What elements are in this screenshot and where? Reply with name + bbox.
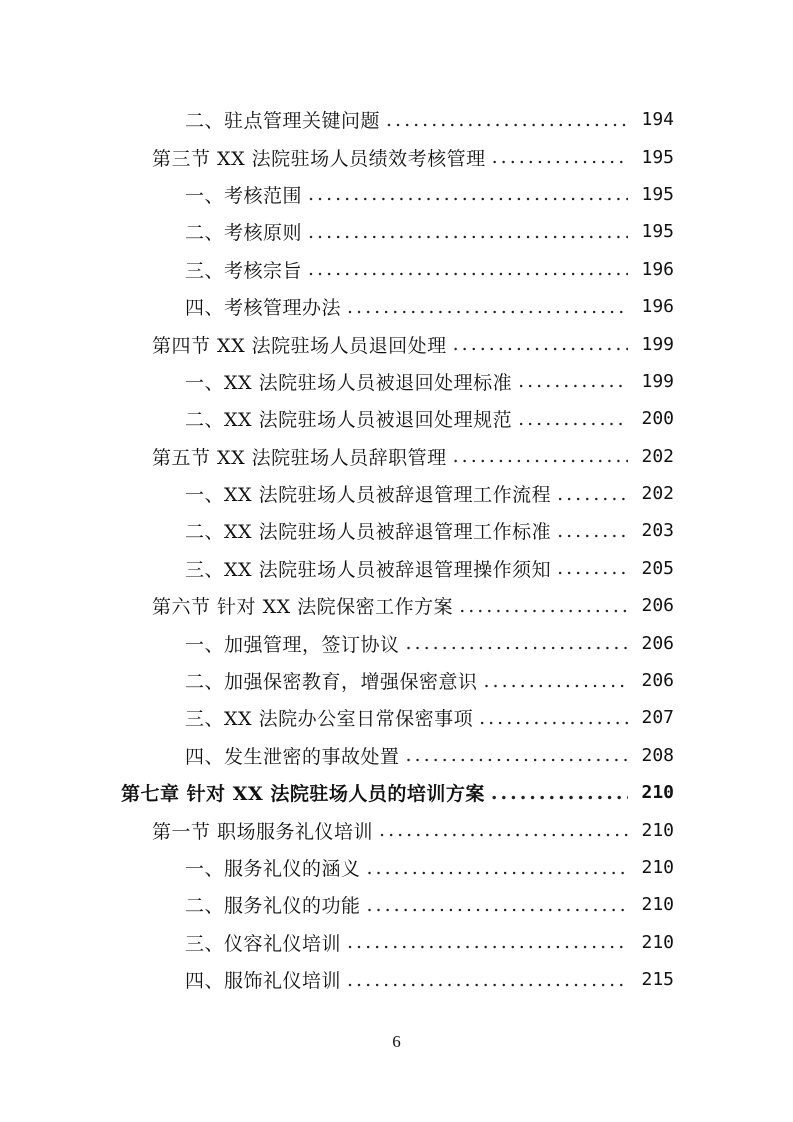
toc-dot-leader (386, 109, 628, 131)
toc-entry-title: 二、XX 法院驻场人员被退回处理规范 (185, 409, 513, 432)
toc-dot-leader (557, 557, 628, 579)
toc-dot-leader (492, 146, 628, 168)
toc-entry-page: 208 (641, 744, 674, 766)
toc-entry-title: 二、加强保密教育，增强保密意识 (185, 671, 478, 694)
toc-entry[interactable] (0, 213, 793, 250)
toc-dot-leader (479, 707, 628, 729)
toc-entry[interactable] (0, 662, 793, 699)
toc-entry-title: 一、考核范围 (185, 184, 303, 207)
toc-entry-title: 三、考核宗旨 (185, 259, 303, 282)
toc-entry-title: 一、XX 法院驻场人员被辞退管理工作流程 (185, 484, 552, 507)
toc-entry-page: 205 (641, 557, 674, 579)
toc-dot-leader (557, 520, 628, 542)
toc-entry-page: 215 (641, 969, 674, 991)
toc-entry[interactable] (0, 101, 793, 138)
toc-entry[interactable] (0, 550, 793, 587)
toc-entry-page: 195 (641, 146, 674, 168)
toc-dot-leader (518, 370, 628, 392)
toc-entry-page: 210 (641, 782, 674, 804)
toc-entry[interactable] (0, 325, 793, 362)
toc-entry-page: 203 (641, 520, 674, 542)
toc-dot-leader (367, 857, 628, 879)
toc-entry-title: 一、服务礼仪的涵义 (185, 858, 361, 880)
toc-dot-leader (308, 221, 628, 243)
toc-entry-title: 三、XX 法院办公室日常保密事项 (185, 708, 474, 731)
toc-entry-title: 二、驻点管理关键问题 (185, 110, 381, 133)
toc-entry-title: 二、XX 法院驻场人员被辞退管理工作标准 (185, 521, 552, 544)
toc-dot-leader (484, 670, 628, 692)
toc-dot-leader (557, 483, 628, 505)
toc-entry[interactable] (0, 849, 793, 886)
toc-dot-leader (347, 296, 628, 318)
toc-dot-leader (491, 782, 628, 804)
toc-entry-page: 200 (641, 408, 674, 430)
toc-dot-leader (453, 333, 628, 355)
toc-entry-page: 210 (641, 857, 674, 878)
toc-entry[interactable] (0, 961, 793, 998)
toc-entry[interactable] (0, 288, 793, 325)
toc-entry[interactable] (0, 176, 793, 213)
page-number: 6 (392, 1032, 401, 1051)
toc-dot-leader (453, 445, 628, 467)
toc-entry[interactable] (0, 811, 793, 848)
toc-entry-page: 210 (641, 931, 674, 953)
toc-entry-page: 196 (641, 296, 674, 318)
toc-entry-title: 三、仪容礼仪培训 (185, 932, 342, 955)
toc-dot-leader (347, 969, 628, 991)
toc-entry-page: 206 (641, 632, 674, 654)
toc-chapter-entry[interactable] (0, 774, 793, 811)
toc-entry[interactable] (0, 363, 793, 400)
toc-entry-title: 第五节 XX 法院驻场人员辞职管理 (152, 446, 447, 469)
toc-entry-page: 195 (641, 221, 674, 243)
toc-entry-title: 一、XX 法院驻场人员被退回处理标准 (185, 371, 513, 394)
toc-entry-title: 第三节 XX 法院驻场人员绩效考核管理 (152, 147, 486, 170)
toc-dot-leader (367, 894, 628, 916)
toc-entry-title: 第七章 针对 XX 法院驻场人员的培训方案 (121, 783, 485, 806)
toc-entry[interactable] (0, 438, 793, 475)
toc-entry-title: 二、考核原则 (185, 222, 303, 245)
toc-entry-page: 202 (641, 445, 674, 467)
toc-entry[interactable] (0, 587, 793, 624)
toc-entry-page: 206 (641, 670, 674, 692)
toc-dot-leader (518, 408, 628, 430)
toc-entry[interactable] (0, 924, 793, 961)
toc-entry[interactable] (0, 400, 793, 437)
table-of-contents (0, 101, 793, 998)
toc-entry[interactable] (0, 512, 793, 549)
toc-entry[interactable] (0, 886, 793, 923)
toc-dot-leader (459, 595, 628, 617)
toc-entry-title: 四、服饰礼仪培训 (185, 970, 342, 993)
toc-entry-page: 210 (641, 894, 674, 916)
toc-entry[interactable] (0, 251, 793, 288)
toc-entry-title: 第四节 XX 法院驻场人员退回处理 (152, 334, 447, 357)
toc-entry-page: 196 (641, 258, 674, 280)
toc-entry-page: 207 (641, 707, 674, 729)
toc-entry[interactable] (0, 737, 793, 774)
toc-entry-page: 210 (641, 819, 674, 841)
toc-entry-page: 199 (641, 333, 674, 355)
toc-dot-leader (308, 183, 628, 205)
toc-entry-title: 第一节 职场服务礼仪培训 (152, 820, 374, 843)
toc-entry-page: 202 (641, 483, 674, 505)
toc-dot-leader (308, 258, 628, 280)
toc-entry-title: 三、XX 法院驻场人员被辞退管理操作须知 (185, 558, 552, 581)
toc-entry-title: 二、服务礼仪的功能 (185, 895, 361, 918)
toc-entry-title: 一、加强管理，签订协议 (185, 633, 400, 656)
toc-entry[interactable] (0, 138, 793, 175)
toc-entry-page: 199 (641, 370, 674, 392)
toc-dot-leader (347, 931, 628, 953)
toc-entry-page: 195 (641, 183, 674, 205)
toc-entry-page: 194 (641, 109, 674, 131)
toc-entry-page: 206 (641, 595, 674, 617)
toc-dot-leader (406, 744, 628, 766)
toc-entry[interactable] (0, 475, 793, 512)
toc-dot-leader (406, 632, 628, 654)
toc-entry[interactable] (0, 699, 793, 736)
toc-entry-title: 四、考核管理办法 (185, 297, 342, 320)
toc-dot-leader (379, 819, 628, 841)
toc-entry-title: 第六节 针对 XX 法院保密工作方案 (152, 596, 454, 619)
toc-entry[interactable] (0, 624, 793, 661)
toc-entry-title: 四、发生泄密的事故处置 (185, 745, 400, 768)
